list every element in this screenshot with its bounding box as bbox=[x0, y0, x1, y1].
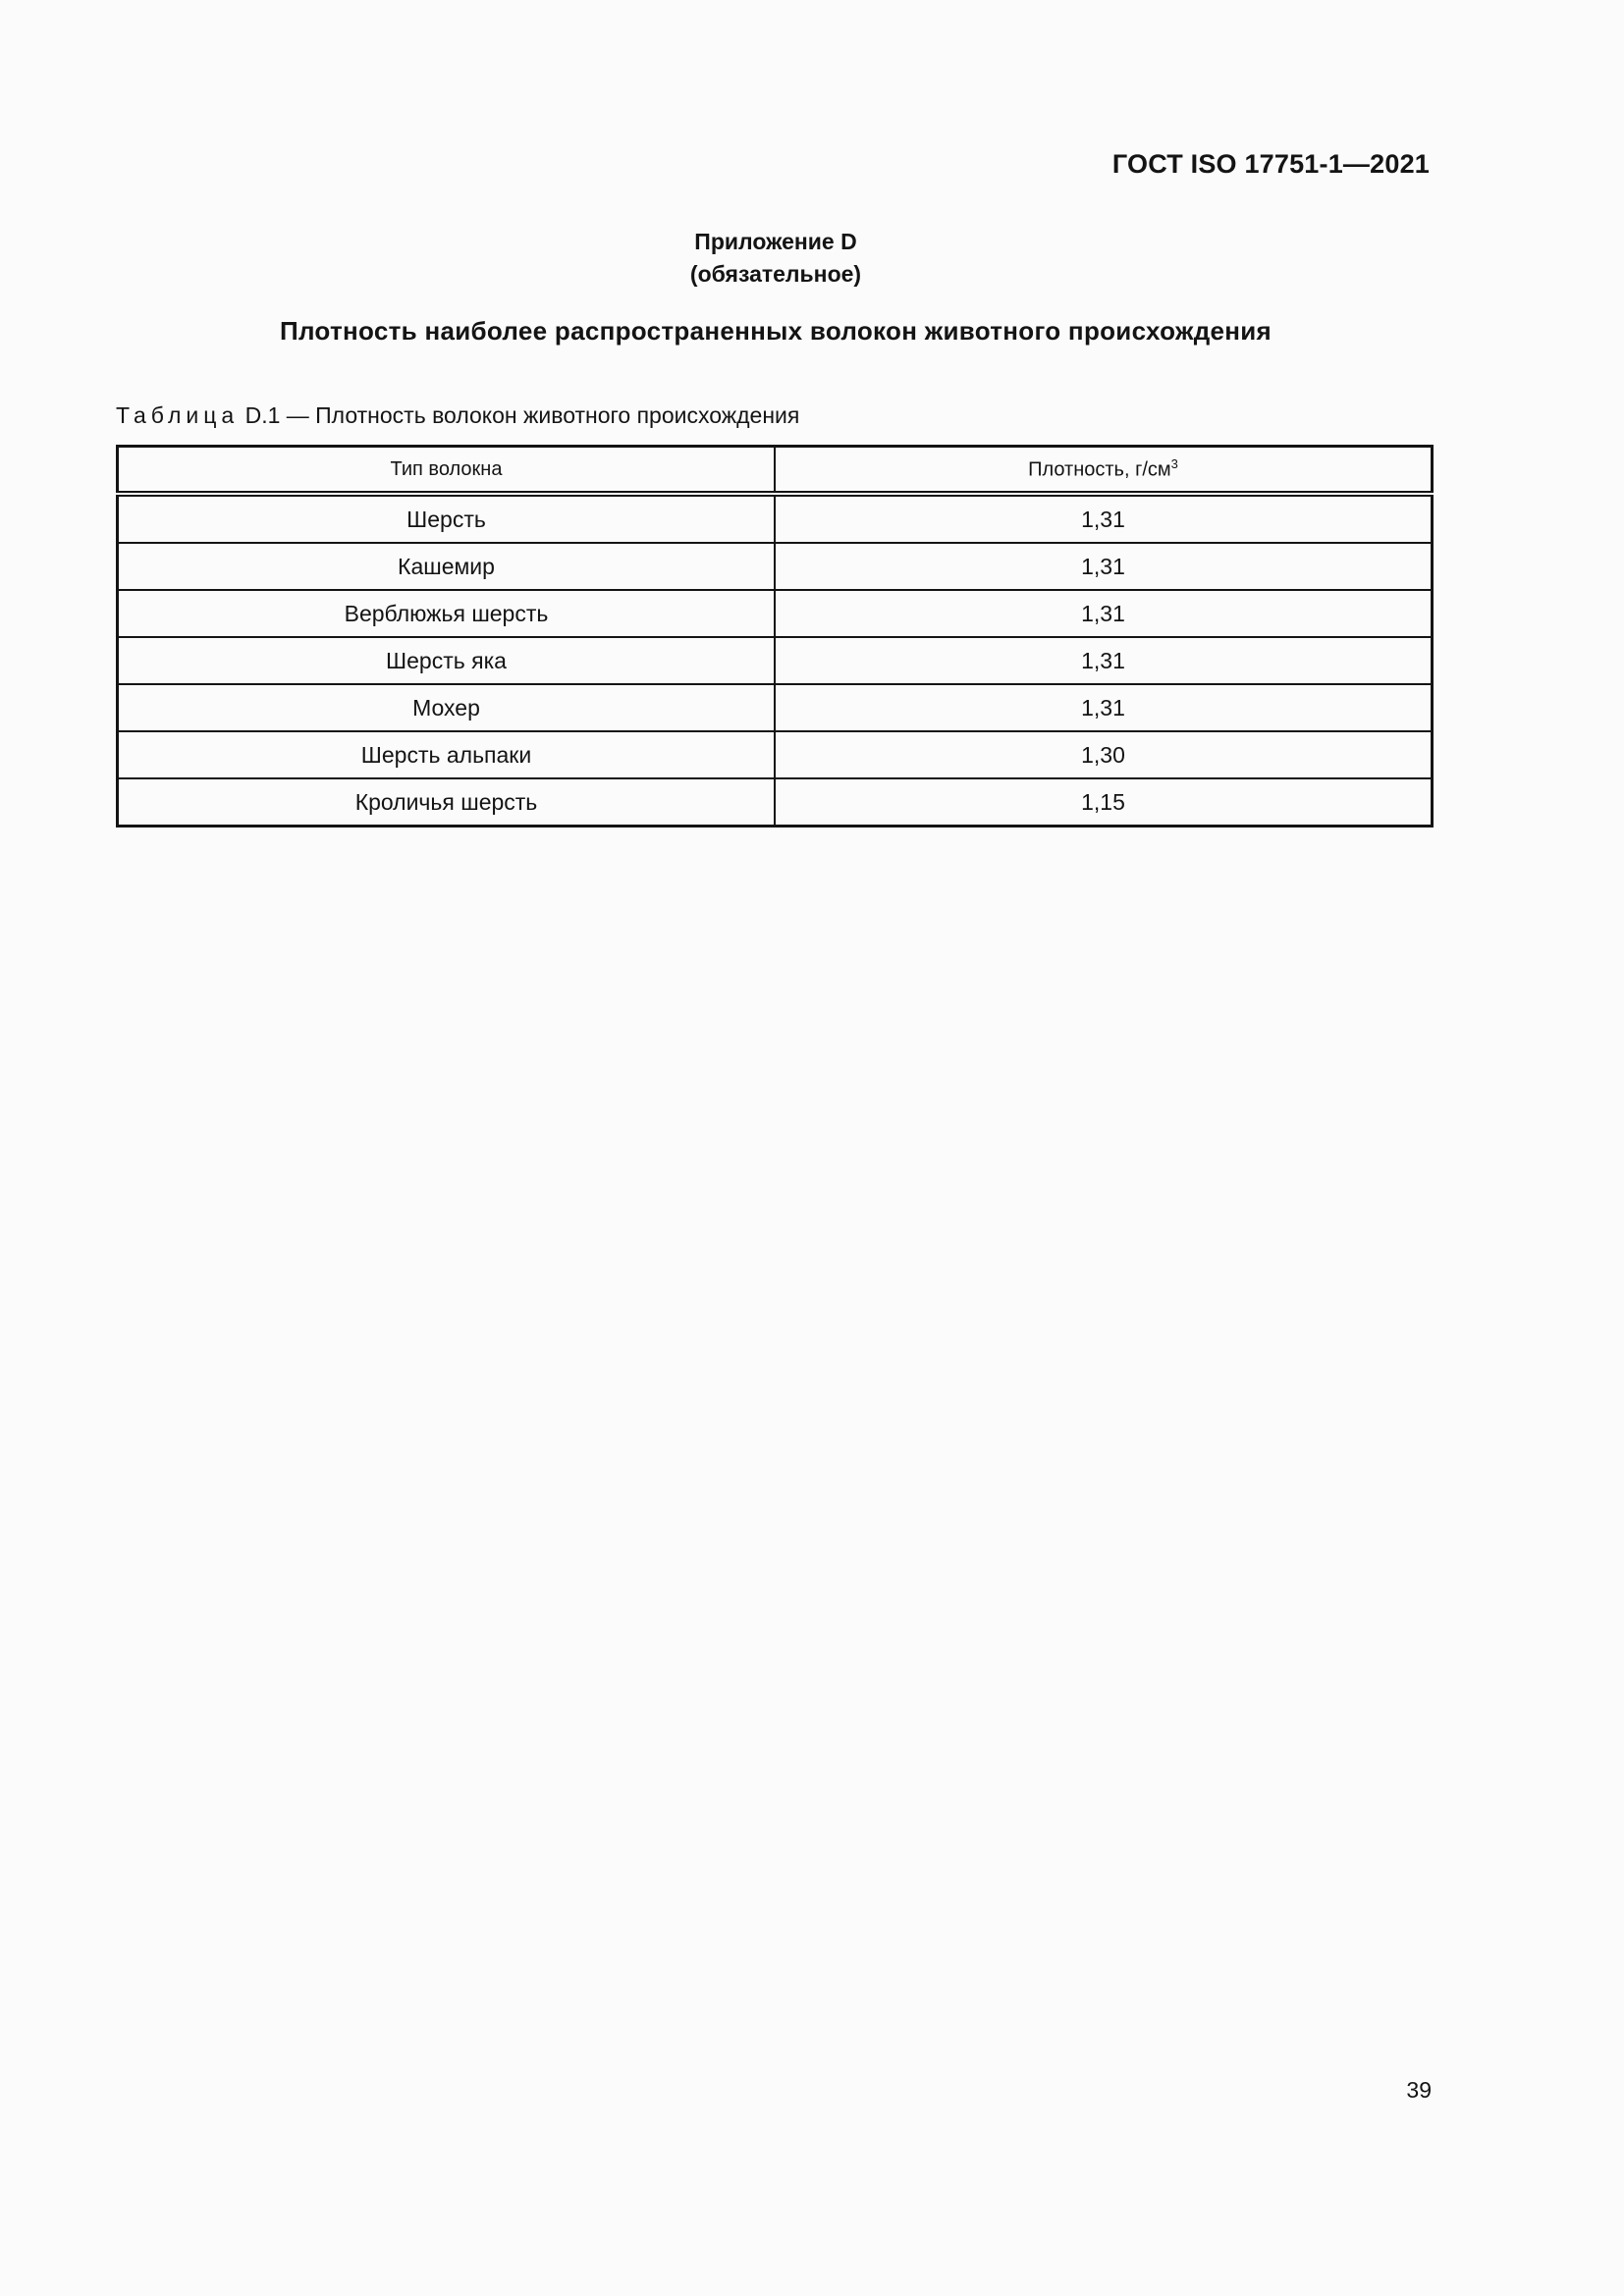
density-cell: 1,31 bbox=[775, 637, 1433, 684]
table-row bbox=[118, 778, 1433, 827]
table-row bbox=[118, 543, 1433, 590]
document-code: ГОСТ ISO 17751-1—2021 bbox=[1111, 149, 1430, 179]
table-caption-word: Таблица bbox=[116, 402, 240, 428]
table-row bbox=[118, 731, 1433, 778]
density-cell: 1,30 bbox=[775, 731, 1433, 778]
table-row bbox=[118, 494, 1433, 543]
density-cell: 1,31 bbox=[775, 684, 1433, 731]
appendix-status: (обязательное) bbox=[689, 261, 862, 287]
appendix-heading bbox=[0, 226, 1551, 291]
fiber-type-cell: Шерсть яка bbox=[118, 637, 776, 684]
density-table bbox=[116, 445, 1434, 828]
density-cell: 1,31 bbox=[775, 494, 1433, 543]
density-cell: 1,31 bbox=[775, 543, 1433, 590]
density-table-container bbox=[116, 445, 1434, 828]
density-cell: 1,15 bbox=[775, 778, 1433, 827]
table-caption bbox=[116, 402, 799, 429]
table-caption-text: — Плотность волокон животного происхождения bbox=[286, 402, 800, 428]
column-header-fiber-type: Тип волокна bbox=[118, 447, 776, 495]
fiber-type-cell: Шерсть альпаки bbox=[118, 731, 776, 778]
fiber-type-cell: Кашемир bbox=[118, 543, 776, 590]
fiber-type-cell: Кроличья шерсть bbox=[118, 778, 776, 827]
page-number: 39 bbox=[1406, 2077, 1432, 2103]
table-header-row bbox=[118, 447, 1433, 495]
density-header-text: Плотность, г/см bbox=[1028, 458, 1171, 481]
column-header-density bbox=[775, 447, 1433, 495]
table-row bbox=[118, 637, 1433, 684]
appendix-label: Приложение D bbox=[694, 229, 857, 254]
density-cell: 1,31 bbox=[775, 590, 1433, 637]
density-unit-exponent: 3 bbox=[1170, 456, 1178, 472]
table-row bbox=[118, 590, 1433, 637]
section-title: Плотность наиболее распространенных волокон животного происхождения bbox=[279, 316, 1272, 346]
fiber-type-cell: Мохер bbox=[118, 684, 776, 731]
fiber-type-cell: Верблюжья шерсть bbox=[118, 590, 776, 637]
fiber-type-cell: Шерсть bbox=[118, 494, 776, 543]
table-caption-number: D.1 bbox=[244, 402, 281, 428]
table-row bbox=[118, 684, 1433, 731]
